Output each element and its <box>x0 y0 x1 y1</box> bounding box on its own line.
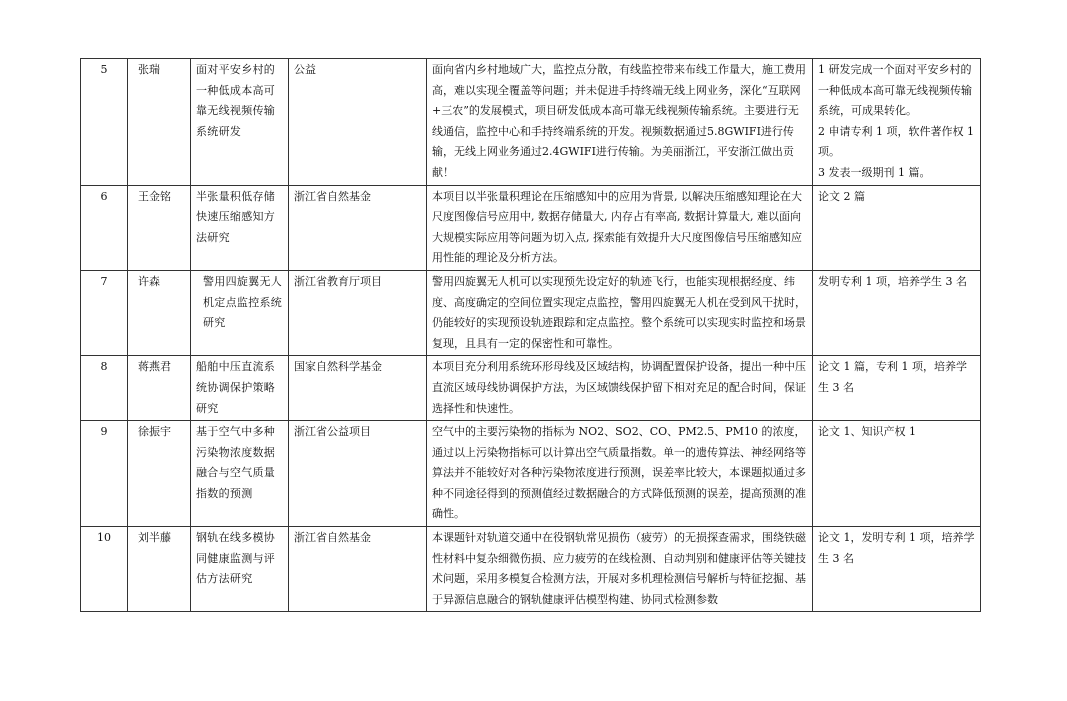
table-row <box>81 270 981 355</box>
cell-leader: 王金铭 <box>128 185 191 270</box>
cell-leader: 徐振宇 <box>128 421 191 527</box>
cell-funding-source: 浙江省教育厅项目 <box>289 270 427 355</box>
cell-research-content: 面向省内乡村地域广大，监控点分散，有线监控带来布线工作量大，施工费用高，难以实现全覆盖等问题；并未促进手持终端无线上网业务，深化“互联网+三农”的发展模式，项目研发低成本高可靠无线视频传输系统。主要进行无线通信，监控中心和手持终端系统的开发。视频数据通过5.8GWIFI进行传输，无线上网业务通过2.4GWIFI进行传输。为美丽浙江，平安浙江做出贡献！ <box>427 59 813 186</box>
cell-number: 7 <box>81 270 128 355</box>
project-table <box>80 58 981 612</box>
cell-funding-source: 浙江省公益项目 <box>289 421 427 527</box>
cell-research-content: 本课题针对轨道交通中在役钢轨常见损伤（疲劳）的无损探查需求，围绕铁磁性材料中复杂细微伤损、应力疲劳的在线检测、自动判别和健康评估等关键技术问题，采用多模复合检测方法，开展对多机理检测信号解析与特征挖掘、基于异源信息融合的钢轨健康评估模型构建、协同式检测参数 <box>427 527 813 612</box>
table-row <box>81 527 981 612</box>
cell-number: 5 <box>81 59 128 186</box>
cell-leader: 蒋燕君 <box>128 356 191 421</box>
cell-number: 9 <box>81 421 128 527</box>
cell-expected-outcome: 论文 1、知识产权 1 <box>813 421 981 527</box>
cell-funding-source: 浙江省自然基金 <box>289 185 427 270</box>
cell-research-content: 本项目充分利用系统环形母线及区域结构，协调配置保护设备，提出一种中压直流区域母线协调保护方法，为区域馈线保护留下相对充足的配合时间，保证选择性和快速性。 <box>427 356 813 421</box>
cell-funding-source: 国家自然科学基金 <box>289 356 427 421</box>
cell-project-title: 半张量积低存储快速压缩感知方法研究 <box>191 185 289 270</box>
cell-leader: 张瑞 <box>128 59 191 186</box>
cell-project-title: 基于空气中多种污染物浓度数据融合与空气质量指数的预测 <box>191 421 289 527</box>
cell-number: 6 <box>81 185 128 270</box>
table-row <box>81 356 981 421</box>
cell-research-content: 本项目以半张量积理论在压缩感知中的应用为背景, 以解决压缩感知理论在大尺度图像信号应用中, 数据存储量大, 内存占有率高, 数据计算量大, 难以面向大规模实际应用等问题为切入点, 探索能有效提升大尺度图像信号压缩感知应用性能的理论及分析方法。 <box>427 185 813 270</box>
cell-expected-outcome <box>813 59 981 186</box>
cell-project-title: 警用四旋翼无人机定点监控系统研究 <box>191 270 289 355</box>
cell-project-title: 钢轨在线多模协同健康监测与评估方法研究 <box>191 527 289 612</box>
cell-project-title: 船舶中压直流系统协调保护策略研究 <box>191 356 289 421</box>
cell-funding-source: 公益 <box>289 59 427 186</box>
cell-leader: 许森 <box>128 270 191 355</box>
cell-funding-source: 浙江省自然基金 <box>289 527 427 612</box>
table-row <box>81 185 981 270</box>
cell-expected-outcome: 发明专利 1 项，培养学生 3 名 <box>813 270 981 355</box>
cell-expected-outcome: 论文 1 篇，专利 1 项，培养学生 3 名 <box>813 356 981 421</box>
cell-research-content: 空气中的主要污染物的指标为 NO2、SO2、CO、PM2.5、PM10 的浓度，通过以上污染物指标可以计算出空气质量指数。单一的遗传算法、神经网络等算法并不能较好对各种污染物浓度进行预测，误差率比较大，本课题拟通过多种不同途径得到的预测值经过数据融合的方式降低预测的误差，提高预测的准确性。 <box>427 421 813 527</box>
outcome-text: 1 研发完成一个面对平安乡村的一种低成本高可靠无线视频传输系统，可成果转化。 2 申请专利 1 项，软件著作权 1 项。 3 发表一级期刊 1 篇。 <box>818 63 974 179</box>
cell-expected-outcome: 论文 2 篇 <box>813 185 981 270</box>
cell-research-content: 警用四旋翼无人机可以实现预先设定好的轨迹飞行，也能实现根据经度、纬度、高度确定的空间位置实现定点监控，警用四旋翼无人机在受到风干扰时，仍能较好的实现预设轨迹跟踪和定点监控。整个系统可以实现实时监控和场景复现，且具有一定的保密性和可靠性。 <box>427 270 813 355</box>
table-row <box>81 421 981 527</box>
cell-project-title: 面对平安乡村的一种低成本高可靠无线视频传输系统研发 <box>191 59 289 186</box>
cell-expected-outcome: 论文 1，发明专利 1 项，培养学生 3 名 <box>813 527 981 612</box>
cell-leader: 刘半藤 <box>128 527 191 612</box>
table-row <box>81 59 981 186</box>
cell-number: 10 <box>81 527 128 612</box>
cell-number: 8 <box>81 356 128 421</box>
